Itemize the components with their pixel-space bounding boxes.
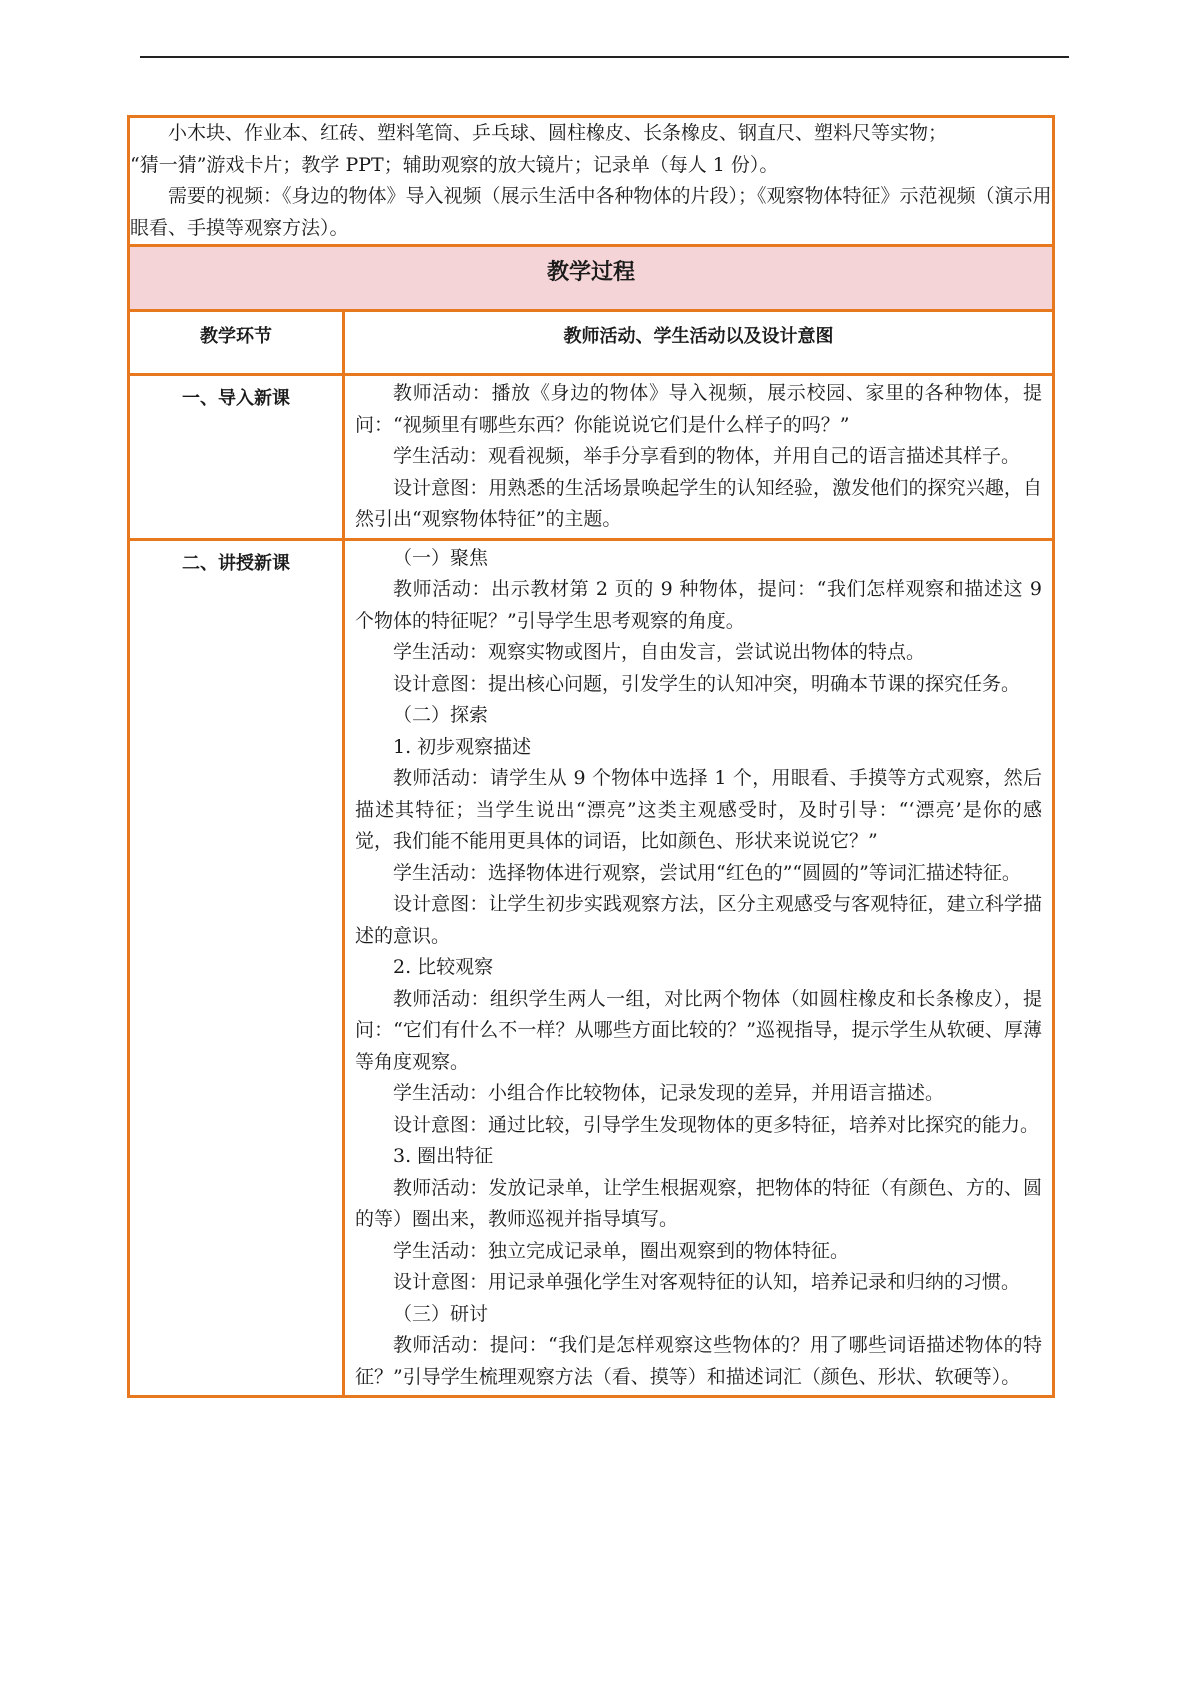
subheading: （二）探索	[393, 704, 489, 726]
paragraph: 教师活动：请学生从 9 个物体中选择 1 个，用眼看、手摸等方式观察，然后描述其特征；当学生说出“漂亮”这类主观感受时，及时引导：“‘漂亮’是你的感觉，我们能不能用更具体的词语，比如颜色、形状来说说它？”	[355, 767, 1043, 852]
paragraph: 教师活动：提问：“我们是怎样观察这些物体的？用了哪些词语描述物体的特征？”引导学生梳理观察方法（看、摸等）和描述词汇（颜色、形状、软硬等）。	[355, 1334, 1043, 1388]
paragraph: 设计意图：用记录单强化学生对客观特征的认知，培养记录和归纳的习惯。	[393, 1271, 1021, 1293]
paragraph: 教师活动：出示教材第 2 页的 9 种物体，提问：“我们怎样观察和描述这 9 个物体的特征呢？”引导学生思考观察的角度。	[355, 578, 1043, 632]
header-rule	[140, 56, 1069, 58]
paragraph: 学生活动：观察实物或图片，自由发言，尝试说出物体的特点。	[393, 641, 926, 663]
paragraph: 教师活动：播放《身边的物体》导入视频，展示校园、家里的各种物体，提问：“视频里有哪些东西？你能说说它们是什么样子的吗？”	[355, 382, 1043, 436]
section-title: 教学过程	[129, 246, 1054, 311]
column-header-stage: 教学环节	[129, 311, 344, 375]
stage-label: 二、讲授新课	[129, 539, 344, 1397]
activity-cell	[344, 375, 1054, 540]
activity-cell	[344, 539, 1054, 1397]
stage-label: 一、导入新课	[129, 375, 344, 540]
subheading: 2. 比较观察	[393, 956, 494, 978]
paragraph: 设计意图：用熟悉的生活场景唤起学生的认知经验，激发他们的探究兴趣，自然引出“观察物体特征”的主题。	[355, 476, 1043, 530]
paragraph: 设计意图：通过比较，引导学生发现物体的更多特征，培养对比探究的能力。	[393, 1113, 1040, 1136]
materials-videos: 需要的视频：《身边的物体》导入视频（展示生活中各种物体的片段）；《观察物体特征》示范视频（演示用眼看、手摸等观察方法）。	[130, 185, 1052, 239]
materials-line: “猜一猜”游戏卡片；教学 PPT；辅助观察的放大镜片；记录单（每人 1 份）。	[130, 153, 779, 176]
subheading: 1. 初步观察描述	[393, 735, 532, 758]
paragraph: 学生活动：观看视频，举手分享看到的物体，并用自己的语言描述其样子。	[393, 445, 1021, 467]
materials-line: 小木块、作业本、红砖、塑料笔筒、乒乓球、圆柱橡皮、长条橡皮、钢直尺、塑料尺等实物；	[168, 122, 948, 144]
paragraph: 学生活动：独立完成记录单，圈出观察到的物体特征。	[393, 1239, 850, 1262]
paragraph: 学生活动：选择物体进行观察，尝试用“红色的”“圆圆的”等词汇描述特征。	[393, 861, 1021, 884]
subheading: （一）聚焦	[393, 546, 489, 569]
materials-cell	[129, 117, 1054, 246]
paragraph: 教师活动：发放记录单，让学生根据观察，把物体的特征（有颜色、方的、圆的等）圈出来，教师巡视并指导填写。	[355, 1176, 1043, 1230]
paragraph: 设计意图：让学生初步实践观察方法，区分主观感受与客观特征，建立科学描述的意识。	[355, 893, 1043, 947]
subheading: （三）研讨	[393, 1302, 489, 1325]
paragraph: 教师活动：组织学生两人一组，对比两个物体（如圆柱橡皮和长条橡皮），提问：“它们有什么不一样？从哪些方面比较的？”巡视指导，提示学生从软硬、厚薄等角度观察。	[355, 987, 1043, 1073]
table-row	[129, 539, 1054, 1397]
subheading: 3. 圈出特征	[393, 1145, 494, 1167]
paragraph: 设计意图：提出核心问题，引发学生的认知冲突，明确本节课的探究任务。	[393, 672, 1021, 695]
paragraph: 学生活动：小组合作比较物体，记录发现的差异，并用语言描述。	[393, 1082, 945, 1104]
column-header-activities: 教师活动、学生活动以及设计意图	[344, 311, 1054, 375]
lesson-plan-table	[127, 115, 1055, 1398]
table-row	[129, 375, 1054, 540]
